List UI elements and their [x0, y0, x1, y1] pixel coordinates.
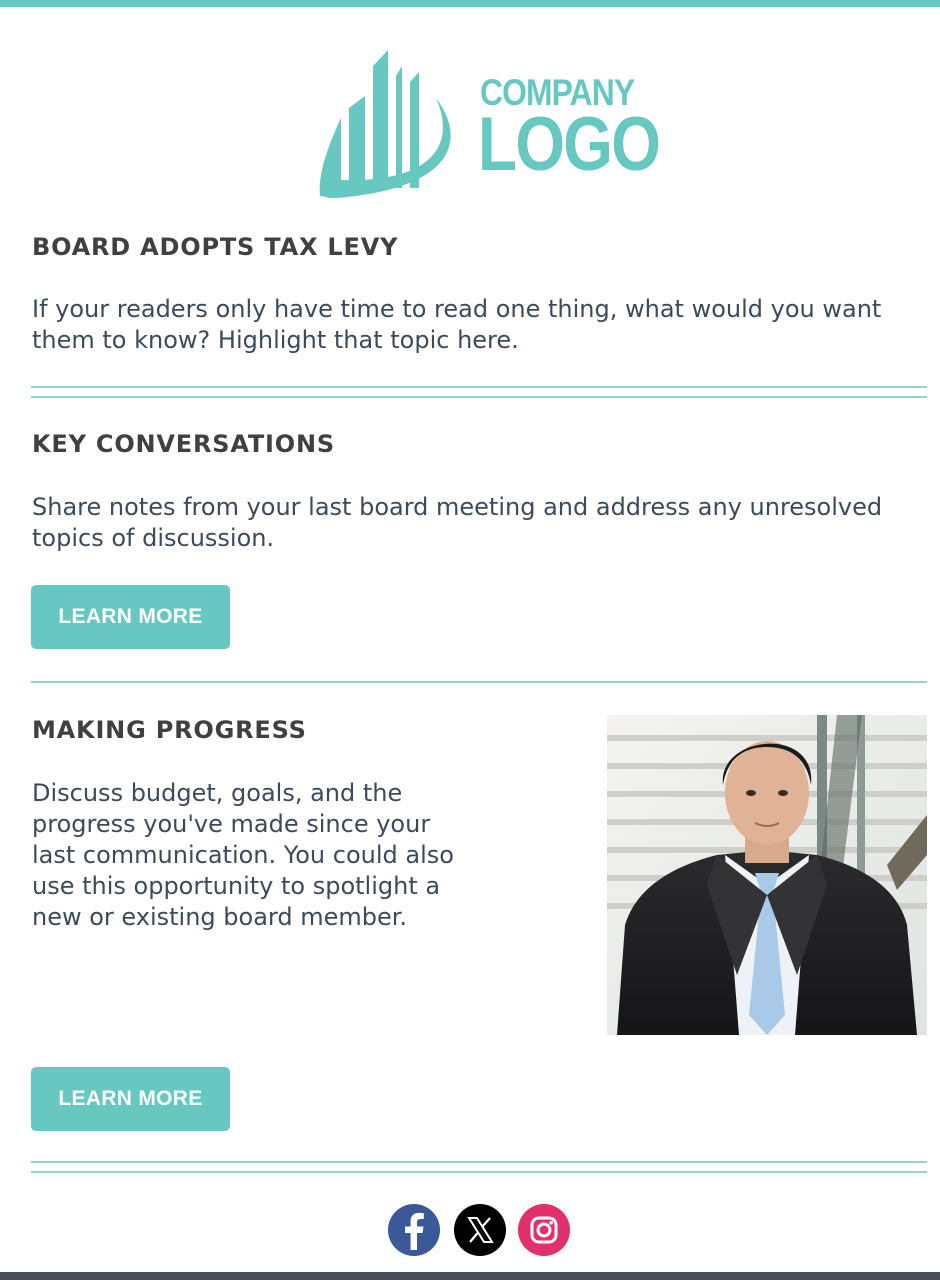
section-body-tax-levy: If your readers only have time to read one thing, what would you want them to know? Highlight that topic here. — [32, 295, 882, 354]
x-icon[interactable] — [454, 1204, 506, 1256]
company-logo[interactable] — [318, 38, 660, 203]
bottom-footer-bar — [0, 1272, 940, 1280]
facebook-icon[interactable] — [388, 1204, 440, 1256]
divider — [31, 1171, 927, 1173]
board-member-photo — [607, 715, 927, 1035]
logo-bars-icon — [318, 38, 478, 203]
logo-text-company: COMPANY — [480, 72, 635, 113]
section-title-tax-levy: BOARD ADOPTS TAX LEVY — [32, 233, 399, 261]
divider — [31, 681, 927, 683]
section-body-making-progress: Discuss budget, goals, and the progress you've made since your last communication. You could also use this opportunity to spotlight a new or existing board member. — [32, 779, 454, 931]
learn-more-button-conversations[interactable]: LEARN MORE — [31, 585, 230, 649]
divider — [31, 396, 927, 398]
logo-text-logo: LOGO — [478, 102, 660, 187]
top-accent-bar — [0, 0, 940, 7]
section-title-making-progress: MAKING PROGRESS — [32, 716, 307, 744]
section-body-key-conversations: Share notes from your last board meeting and address any unresolved topics of discussion. — [32, 493, 883, 552]
divider — [31, 1161, 927, 1163]
instagram-icon[interactable] — [518, 1204, 570, 1256]
divider — [31, 386, 927, 388]
section-title-key-conversations: KEY CONVERSATIONS — [32, 430, 335, 458]
learn-more-button-progress[interactable]: LEARN MORE — [31, 1067, 230, 1131]
